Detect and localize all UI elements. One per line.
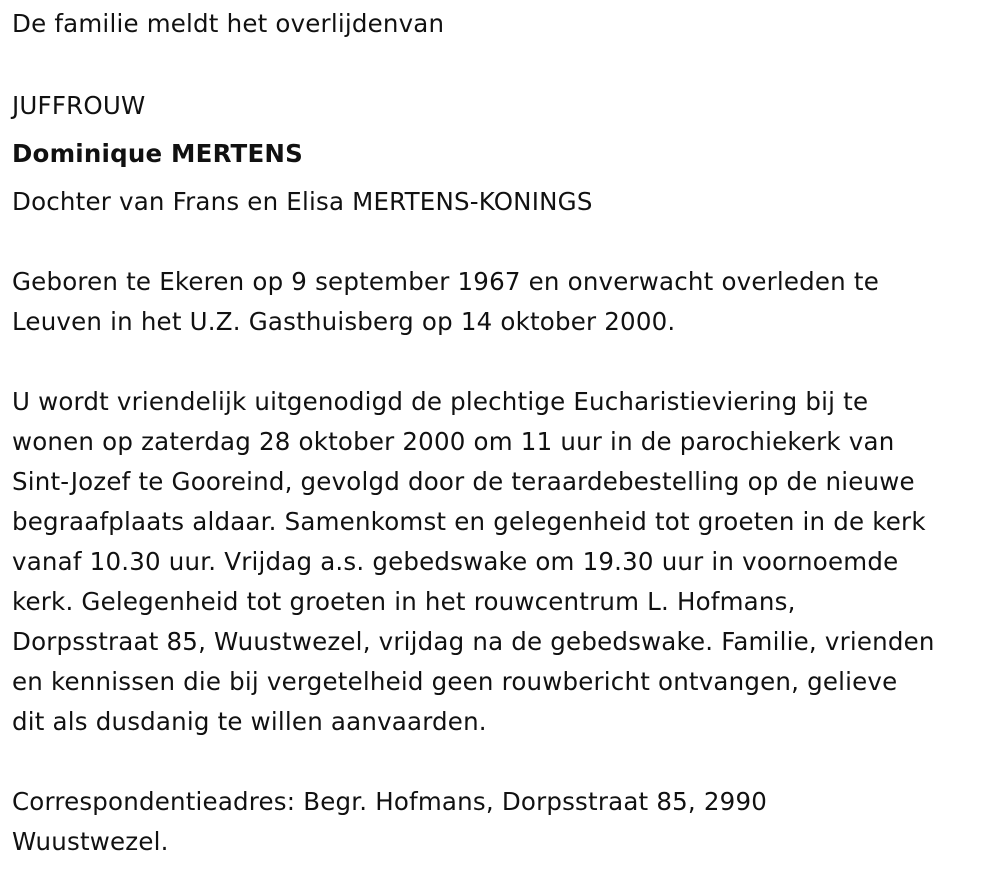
deceased-name: Dominique MERTENS	[12, 139, 303, 168]
honorific: JUFFROUW	[12, 91, 146, 120]
birth-death-line: Leuven in het U.Z. Gasthuisberg op 14 oktober 2000.	[12, 307, 676, 336]
correspondence-line: Correspondentieadres: Begr. Hofmans, Dorpsstraat 85, 2990	[12, 787, 768, 816]
correspondence-line: Wuustwezel.	[12, 827, 169, 856]
ceremony-line: U wordt vriendelijk uitgenodigd de plechtige Eucharistieviering bij te	[12, 387, 869, 416]
ceremony-line: Sint-Jozef te Gooreind, gevolgd door de teraardebestelling op de nieuwe	[12, 467, 915, 496]
ceremony-line: wonen op zaterdag 28 oktober 2000 om 11 uur in de parochiekerk van	[12, 427, 895, 456]
ceremony-line: en kennissen die bij vergetelheid geen rouwbericht ontvangen, gelieve	[12, 667, 898, 696]
birth-death-line: Geboren te Ekeren op 9 september 1967 en onverwacht overleden te	[12, 267, 879, 296]
ceremony-line: begraafplaats aldaar. Samenkomst en gelegenheid tot groeten in de kerk	[12, 507, 926, 536]
ceremony-line: Dorpsstraat 85, Wuustwezel, vrijdag na de gebedswake. Familie, vrienden	[12, 627, 935, 656]
ceremony-line: kerk. Gelegenheid tot groeten in het rouwcentrum L. Hofmans,	[12, 587, 796, 616]
parents-text: Dochter van Frans en Elisa MERTENS-KONINGS	[12, 187, 593, 216]
intro-text: De familie meldt het overlijdenvan	[12, 9, 445, 38]
ceremony-line: dit als dusdanig te willen aanvaarden.	[12, 707, 487, 736]
ceremony-line: vanaf 10.30 uur. Vrijdag a.s. gebedswake om 19.30 uur in voornoemde	[12, 547, 899, 576]
